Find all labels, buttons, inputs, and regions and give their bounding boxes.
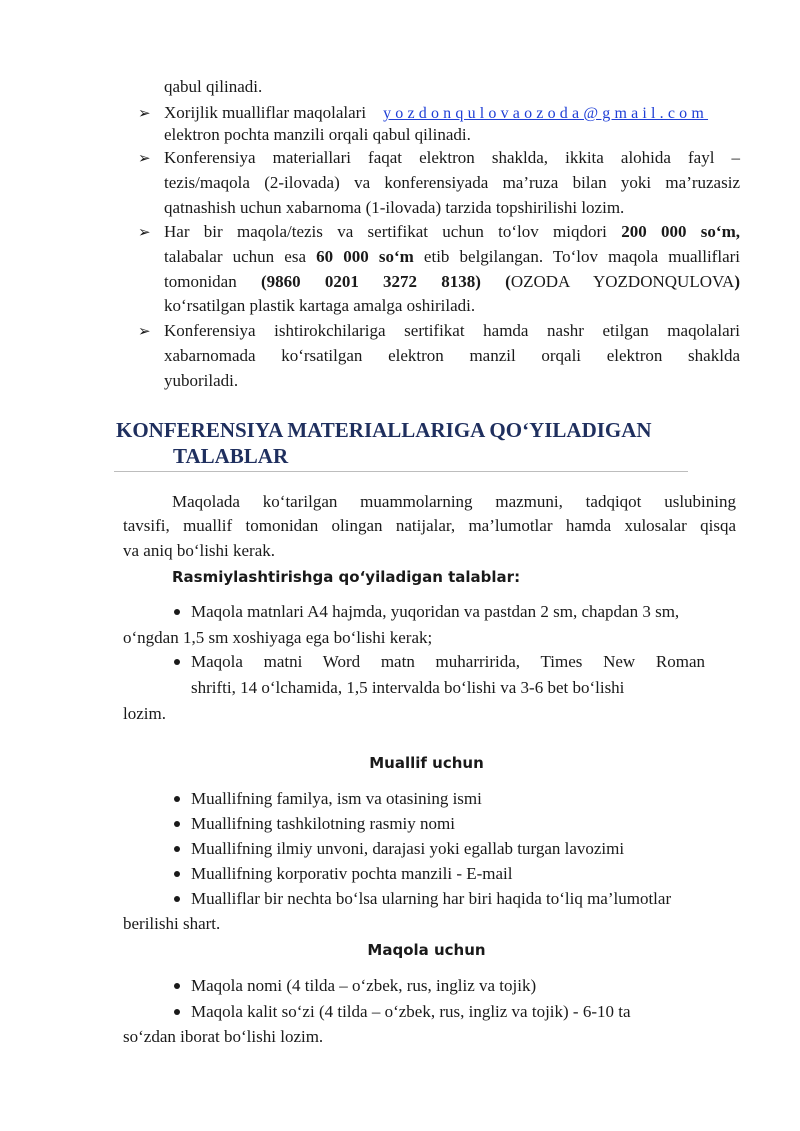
format-item2-line3: lozim. xyxy=(123,704,166,723)
intro-paragraph-line3: va aniq bo‘lishi kerak. xyxy=(123,541,276,560)
list-item-payment-line1: Har bir maqola/tezis va sertifikat uchun to‘lov miqdori 200 000 so‘m, xyxy=(164,222,740,241)
arrow-bullet-icon: ➢ xyxy=(138,104,151,122)
list-item-foreign-authors: Xorijlik mualliflar maqolalari yozdonqulovaozoda@gmail.com xyxy=(164,103,709,122)
format-item2-line1: Maqola matni Word matn muharririda, Times New Roman xyxy=(191,652,705,671)
author-item: Muallifning tashkilotning rasmiy nomi xyxy=(191,814,455,833)
email-link[interactable]: yozdonqulovaozoda@gmail.com xyxy=(383,105,709,122)
article-item: Maqola nomi (4 tilda – o‘zbek, rus, ingliz va tojik) xyxy=(191,976,537,995)
section-heading: KONFERENSIYA MATERIALLARIGA QO‘YILADIGAN xyxy=(116,418,652,442)
arrow-bullet-icon: ➢ xyxy=(138,149,151,167)
author-section-title: Muallif uchun xyxy=(369,754,484,772)
author-item: Muallifning familya, ism va otasining ismi xyxy=(191,789,482,808)
bullet-icon xyxy=(174,659,180,665)
list-item-materials-line2: tezis/maqola (2-ilovada) va konferensiyada ma’ruza bilan yoki ma’ruzasiz xyxy=(164,173,740,192)
list-item-line: elektron pochta manzili orqali qabul qilinadi. xyxy=(164,125,471,144)
format-item2-line2: shrifti, 14 o‘lchamida, 1,5 intervalda bo‘lishi va 3-6 bet bo‘lishi xyxy=(191,678,625,697)
article-item: Maqola kalit so‘zi (4 tilda – o‘zbek, rus, ingliz va tojik) - 6-10 ta xyxy=(191,1002,631,1021)
bullet-icon xyxy=(174,896,180,902)
author-item: Muallifning ilmiy unvoni, darajasi yoki egallab turgan lavozimi xyxy=(191,839,625,858)
bullet-icon xyxy=(174,796,180,802)
format-item1-line2: o‘ngdan 1,5 sm xoshiyaga ega bo‘lishi kerak; xyxy=(123,628,433,647)
format-item1-line1: Maqola matnlari A4 hajmda, yuqoridan va pastdan 2 sm, chapdan 3 sm, xyxy=(191,602,680,621)
author-item: Muallifning korporativ pochta manzili - E-mail xyxy=(191,864,513,883)
intro-paragraph-line1: Maqolada ko‘tarilgan muammolarning mazmuni, tadqiqot uslubining xyxy=(172,492,736,511)
author-item: Mualliflar bir nechta bo‘lsa ularning har biri haqida to‘liq ma’lumotlar xyxy=(191,889,672,908)
article-section-title: Maqola uchun xyxy=(367,941,486,959)
payment-amount: 200 000 so‘m, xyxy=(621,222,740,241)
article-item-continuation: so‘zdan iborat bo‘lishi lozim. xyxy=(123,1027,324,1046)
list-item-payment-line3: tomonidan (9860 0201 3272 8138) (OZODA YOZDONQULOVA) xyxy=(164,272,741,291)
list-item-materials-line1: Konferensiya materiallari faqat elektron shaklda, ikkita alohida fayl – xyxy=(164,148,740,167)
bullet-icon xyxy=(174,846,180,852)
arrow-bullet-icon: ➢ xyxy=(138,322,151,340)
card-number: (9860 0201 3272 8138) ( xyxy=(260,272,511,291)
formatting-requirements-title: Rasmiylashtirishga qo‘yiladigan talablar: xyxy=(172,568,521,586)
section-heading-line2: TALABLAR xyxy=(173,444,289,468)
bullet-icon xyxy=(174,983,180,989)
bullet-icon xyxy=(174,871,180,877)
list-item-materials-line3: qatnashish uchun xabarnoma (1-ilovada) tarzida topshirilishi lozim. xyxy=(164,198,625,217)
list-item-payment-line4: ko‘rsatilgan plastik kartaga amalga oshiriladi. xyxy=(164,296,476,315)
bullet-icon xyxy=(174,821,180,827)
arrow-bullet-icon: ➢ xyxy=(138,223,151,241)
list-continuation-text: qabul qilinadi. xyxy=(164,77,263,96)
list-item-certificate-line1: Konferensiya ishtirokchilariga sertifikat hamda nashr etilgan maqolalari xyxy=(164,321,740,340)
bullet-icon xyxy=(174,609,180,615)
author-item-continuation: berilishi shart. xyxy=(123,914,221,933)
student-payment-amount: 60 000 so‘m xyxy=(316,247,414,266)
list-item-certificate-line3: yuboriladi. xyxy=(164,371,239,390)
card-holder: OZODA YOZDONQULOVA xyxy=(510,272,735,291)
intro-paragraph-line2: tavsifi, muallif tomonidan olingan natijalar, ma’lumotlar hamda xulosalar qisqa xyxy=(123,516,736,535)
bullet-icon xyxy=(174,1009,180,1015)
heading-divider xyxy=(114,471,688,472)
list-item-payment-line2: talabalar uchun esa 60 000 so‘m etib belgilangan. To‘lov maqola mualliflari xyxy=(164,247,740,266)
list-item-certificate-line2: xabarnomada ko‘rsatilgan elektron manzil orqali elektron shaklda xyxy=(164,346,740,365)
